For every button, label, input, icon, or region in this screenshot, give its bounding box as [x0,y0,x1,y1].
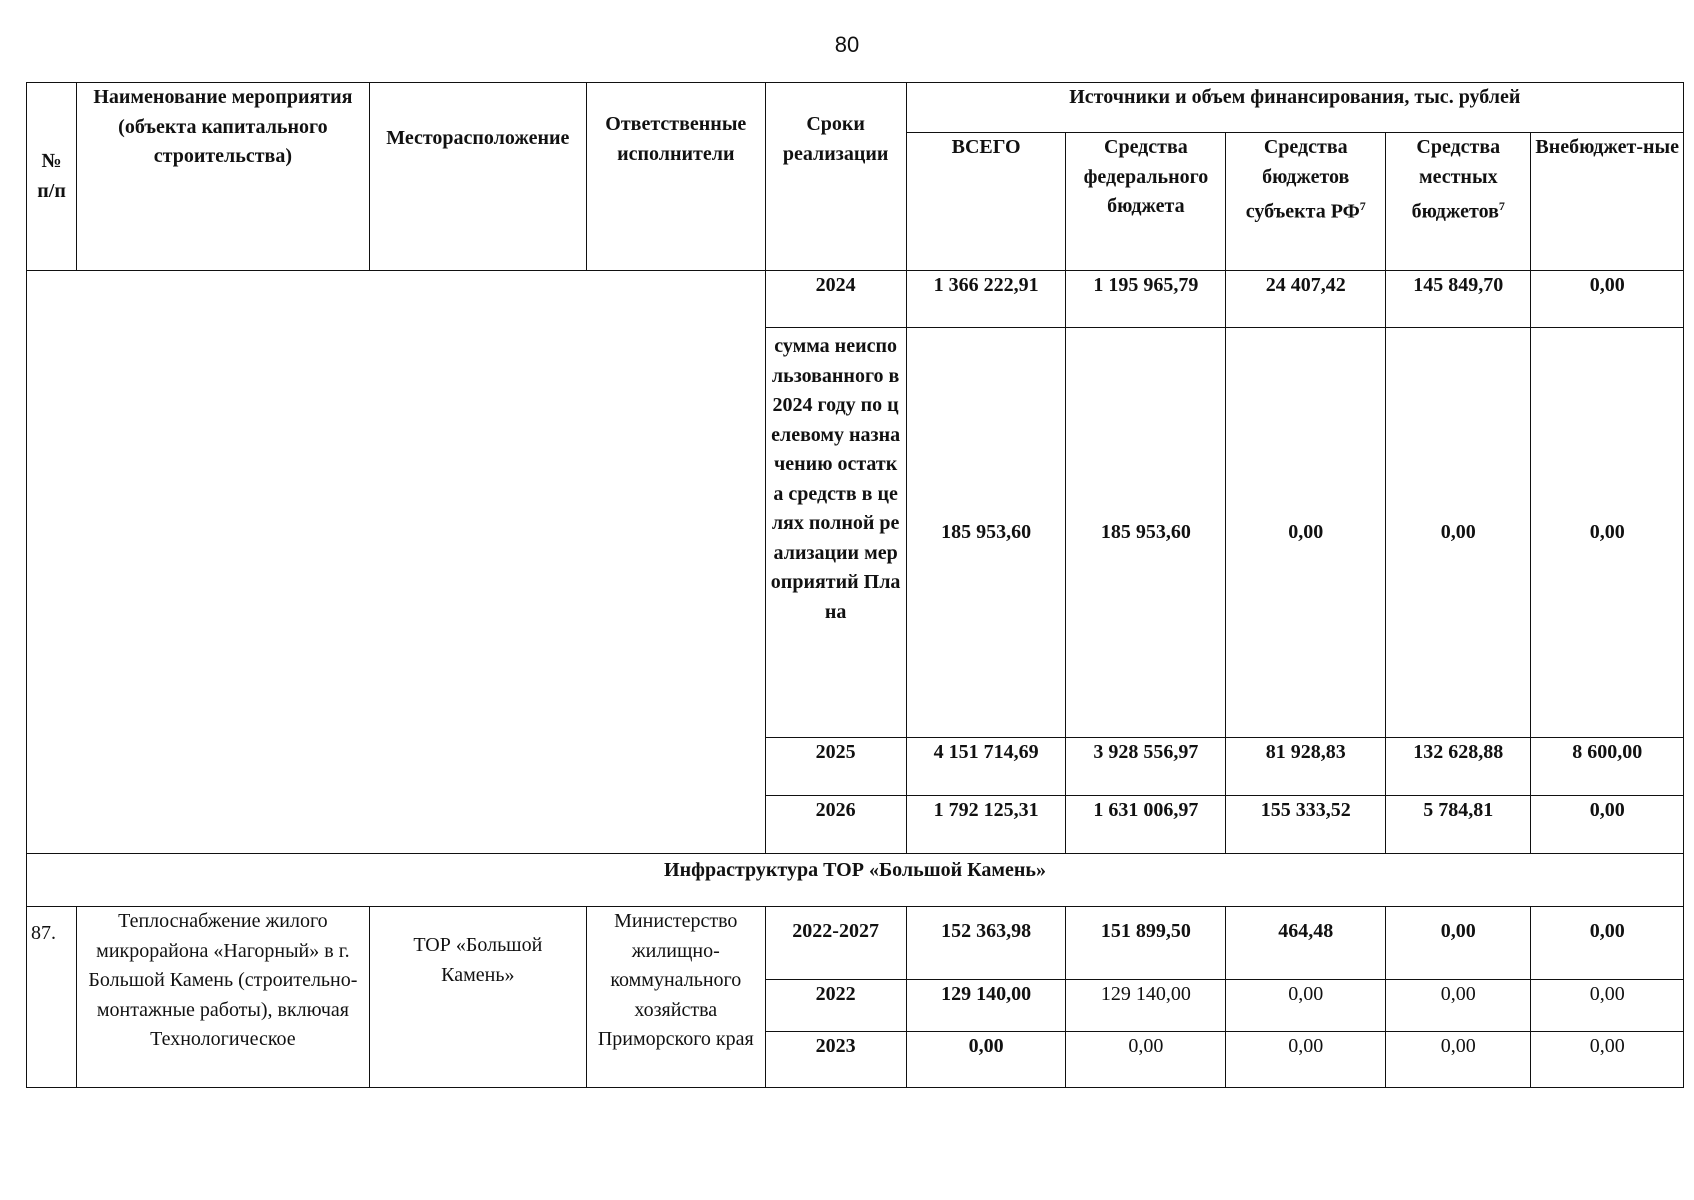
item-total: 129 140,00 [906,980,1066,1032]
row-total: 185 953,60 [906,328,1066,738]
item-extra: 0,00 [1531,980,1684,1032]
row-subject: 155 333,52 [1226,796,1386,854]
table-row [27,271,1684,328]
item-period: 2022 [765,980,906,1032]
item-federal: 0,00 [1066,1032,1226,1088]
item-extra: 0,00 [1531,907,1684,980]
item-total: 0,00 [906,1032,1066,1088]
row-local: 145 849,70 [1386,271,1531,328]
row-period: 2026 [765,796,906,854]
item-federal: 129 140,00 [1066,980,1226,1032]
item-subject: 0,00 [1226,980,1386,1032]
item-federal: 151 899,50 [1066,907,1226,980]
row-total: 1 366 222,91 [906,271,1066,328]
header-total: ВСЕГО [906,133,1066,271]
header-name: Наименование мероприятия (объекта капитального строительства) [77,83,370,271]
header-responsible: Ответственные исполнители [586,83,765,271]
row-local: 132 628,88 [1386,738,1531,796]
row-federal: 1 195 965,79 [1066,271,1226,328]
item-subject: 464,48 [1226,907,1386,980]
blank-merged-cell [27,271,766,854]
header-extra: Внебюджет-ные [1531,133,1684,271]
item-local: 0,00 [1386,1032,1531,1088]
row-extra: 8 600,00 [1531,738,1684,796]
financing-table [26,82,1684,1088]
row-period-note: сумма неиспользованного в 2024 году по целевому назначению остатка средств в целях полной реализации мероприятий Плана [765,328,906,738]
row-local: 5 784,81 [1386,796,1531,854]
item-local: 0,00 [1386,980,1531,1032]
header-num: № п/п [27,83,77,271]
row-total: 1 792 125,31 [906,796,1066,854]
row-extra: 0,00 [1531,796,1684,854]
header-period: Сроки реализации [765,83,906,271]
table-row [27,907,1684,980]
row-federal: 185 953,60 [1066,328,1226,738]
section-title: Инфраструктура ТОР «Большой Камень» [27,854,1684,907]
section-row [27,854,1684,907]
row-federal: 1 631 006,97 [1066,796,1226,854]
item-name: Теплоснабжение жилого микрорайона «Нагорный» в г. Большой Камень (строительно-монтажные работы), включая Технологическое [77,907,370,1088]
row-subject: 81 928,83 [1226,738,1386,796]
row-local: 0,00 [1386,328,1531,738]
header-subject-footnote: 7 [1359,199,1366,213]
item-period: 2022-2027 [765,907,906,980]
header-row-1 [27,83,1684,133]
row-subject: 24 407,42 [1226,271,1386,328]
row-period: 2025 [765,738,906,796]
row-period: 2024 [765,271,906,328]
header-local [1386,133,1531,271]
row-total: 4 151 714,69 [906,738,1066,796]
row-extra: 0,00 [1531,328,1684,738]
header-funding-group: Источники и объем финансирования, тыс. рублей [906,83,1683,133]
header-local-text: Средства местных бюджетов [1411,136,1501,223]
header-subject [1226,133,1386,271]
item-period: 2023 [765,1032,906,1088]
item-responsible: Министерство жилищно-коммунального хозяйства Приморского края [586,907,765,1088]
row-subject: 0,00 [1226,328,1386,738]
header-subject-text: Средства бюджетов субъекта РФ [1245,136,1360,223]
row-federal: 3 928 556,97 [1066,738,1226,796]
header-local-footnote: 7 [1498,199,1505,213]
row-extra: 0,00 [1531,271,1684,328]
item-location: ТОР «Большой Камень» [369,907,586,1088]
item-num: 87. [27,907,77,1088]
header-location: Месторасположение [369,83,586,271]
item-local: 0,00 [1386,907,1531,980]
item-total: 152 363,98 [906,907,1066,980]
item-subject: 0,00 [1226,1032,1386,1088]
item-extra: 0,00 [1531,1032,1684,1088]
page-number: 80 [834,32,860,57]
header-federal: Средства федерального бюджета [1066,133,1226,271]
